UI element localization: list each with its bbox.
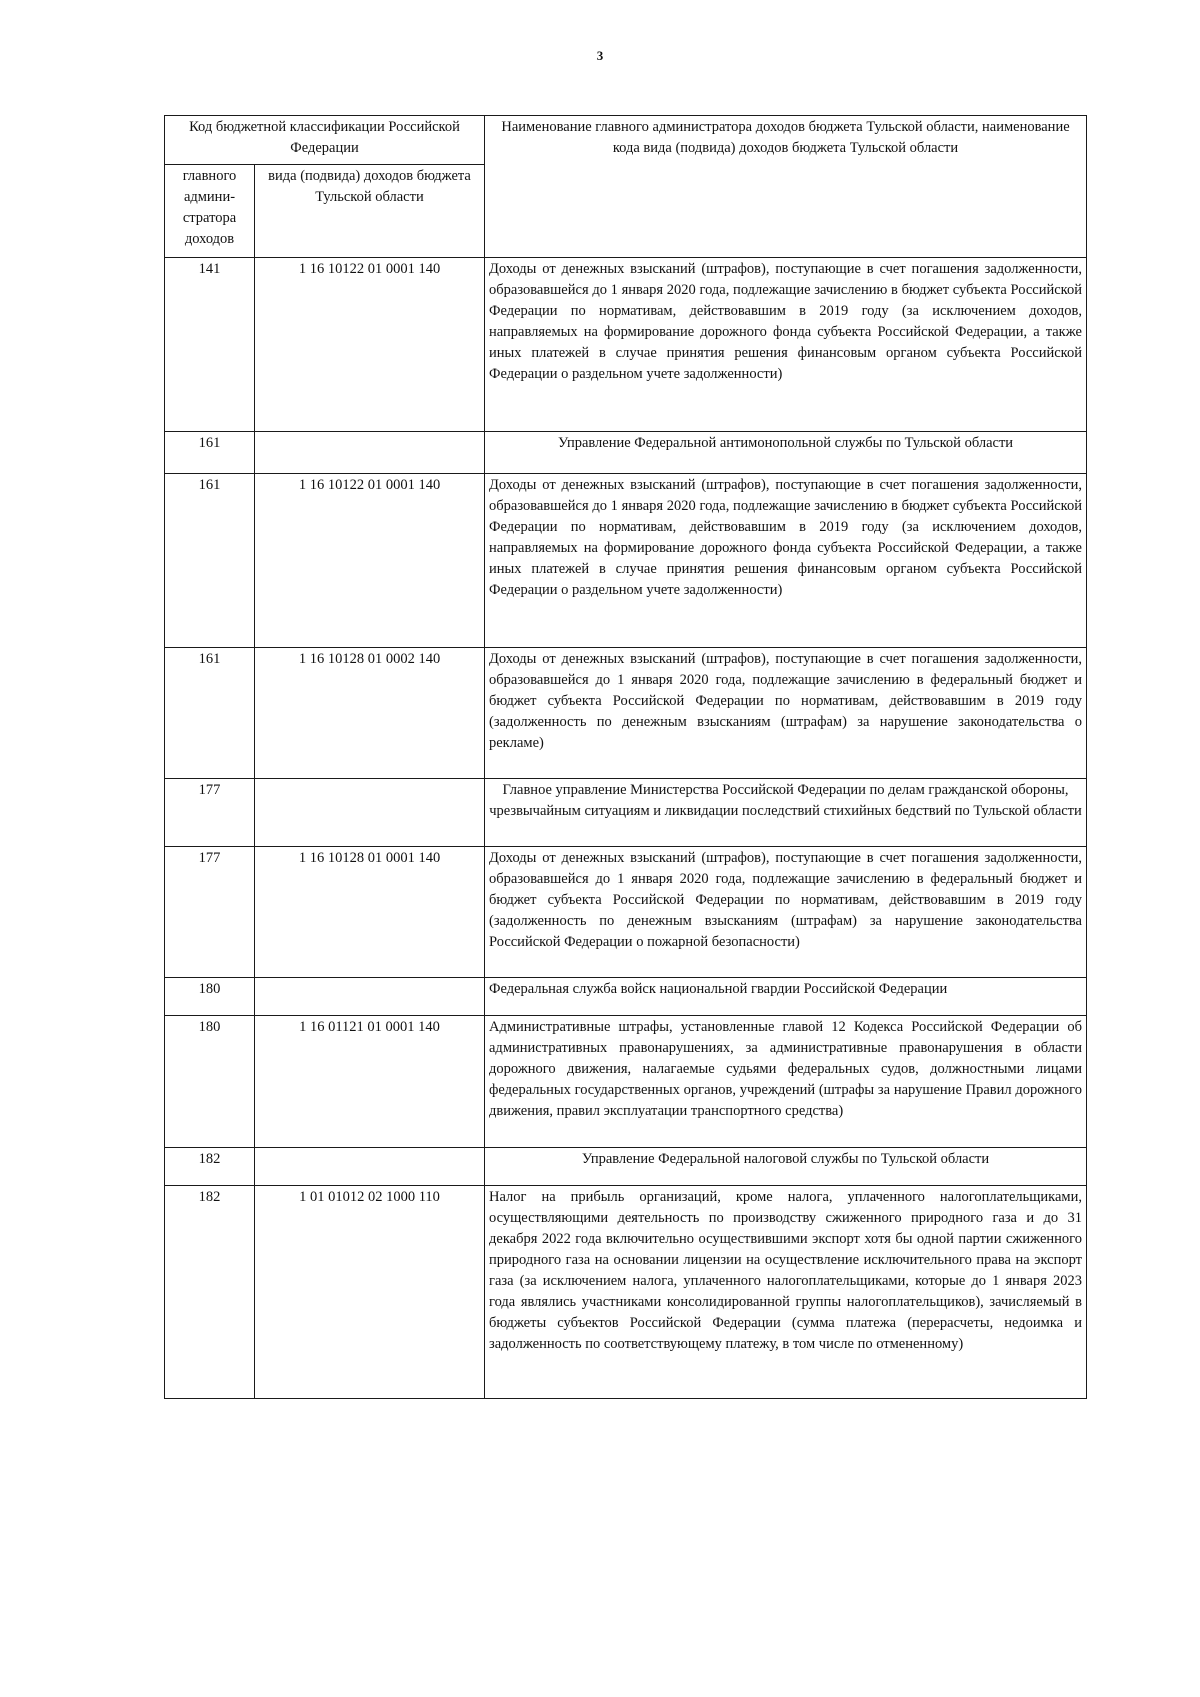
description-cell: Административные штрафы, установленные главой 12 Кодекса Российской Федерации об административных правонарушениях, за административные правонарушения в области дорожного движения, налагаемые судьями федеральных судов, должностными лицами федеральных государственных органов, учреждений (штрафы за нарушение Правил дорожного движения, правил эксплуатации транспортного средства) [485,1016,1087,1148]
administrator-name-cell: Управление Федеральной антимонопольной службы по Тульской области [485,432,1087,474]
admin-code-cell: 141 [165,258,255,432]
description-cell: Доходы от денежных взысканий (штрафов), поступающие в счет погашения задолженности, образовавшейся до 1 января 2020 года, подлежащие зачислению в бюджет субъекта Российской Федерации по нормативам, действовавшим в 2019 году (за исключением доходов, направляемых на формирование дорожного фонда субъекта Российской Федерации, а также иных платежей в случае принятия решения финансовым органом субъекта Российской Федерации о раздельном учете задолженности) [485,258,1087,432]
description-cell: Доходы от денежных взысканий (штрафов), поступающие в счет погашения задолженности, образовавшейся до 1 января 2020 года, подлежащие зачислению в федеральный бюджет и бюджет субъекта Российской Федерации по нормативам, действовавшим в 2019 году (задолженность по денежным взысканиям (штрафам) за нарушение законодательства о рекламе) [485,648,1087,779]
admin-code-cell: 180 [165,1016,255,1148]
description-cell: Доходы от денежных взысканий (штрафов), поступающие в счет погашения задолженности, образовавшейся до 1 января 2020 года, подлежащие зачислению в федеральный бюджет и бюджет субъекта Российской Федерации по нормативам, действовавшим в 2019 году (задолженность по денежным взысканиям (штрафам) за нарушение законодательства Российской Федерации о пожарной безопасности) [485,847,1087,978]
admin-code-cell: 161 [165,648,255,779]
header-name-cell: Наименование главного администратора доходов бюджета Тульской области, наименование кода вида (подвида) доходов бюджета Тульской области [485,116,1087,258]
admin-code-cell: 177 [165,847,255,978]
administrator-name-cell: Главное управление Министерства Российской Федерации по делам гражданской обороны, чрезвычайным ситуациям и ликвидации последствий стихийных бедствий по Тульской области [485,779,1087,847]
table-row [165,847,1087,978]
income-code-cell: 1 16 10122 01 0001 140 [255,258,485,432]
header-admin-cell: главного админи-стратора доходов [165,165,255,258]
admin-code-cell: 182 [165,1148,255,1186]
table-row [165,779,1087,847]
table-row [165,1148,1087,1186]
income-code-cell [255,978,485,1016]
income-code-cell [255,1148,485,1186]
table-row [165,1016,1087,1148]
page-number: 3 [596,48,604,63]
header-group-cell: Код бюджетной классификации Российской Федерации [165,116,485,165]
income-code-cell: 1 01 01012 02 1000 110 [255,1186,485,1399]
admin-code-cell: 177 [165,779,255,847]
table-row [165,978,1087,1016]
admin-code-cell: 180 [165,978,255,1016]
income-code-cell: 1 16 01121 01 0001 140 [255,1016,485,1148]
table-row [165,648,1087,779]
administrator-name-cell: Федеральная служба войск национальной гвардии Российской Федерации [485,978,1087,1016]
table-row [165,432,1087,474]
admin-code-cell: 161 [165,474,255,648]
income-code-cell [255,432,485,474]
budget-classification-table [164,115,1087,1399]
description-cell: Налог на прибыль организаций, кроме налога, уплаченного налогоплательщиками, осуществляющими деятельность по производству сжиженного природного газа и до 31 декабря 2022 года включительно осуществившими экспорт хотя бы одной партии сжиженного природного газа на основании лицензии на осуществление исключительного права на экспорт газа (за исключением налога, уплаченного налогоплательщиками, которые до 1 января 2023 года являлись участниками консолидированной группы налогоплательщиков), зачисляемый в бюджеты субъектов Российской Федерации (сумма платежа (перерасчеты, недоимка и задолженность по соответствующему платежу, в том числе по отмененному) [485,1186,1087,1399]
admin-code-cell: 161 [165,432,255,474]
description-cell: Доходы от денежных взысканий (штрафов), поступающие в счет погашения задолженности, образовавшейся до 1 января 2020 года, подлежащие зачислению в бюджет субъекта Российской Федерации по нормативам, действовавшим в 2019 году (за исключением доходов, направляемых на формирование дорожного фонда субъекта Российской Федерации, а также иных платежей в случае принятия решения финансовым органом субъекта Российской Федерации о раздельном учете задолженности) [485,474,1087,648]
administrator-name-cell: Управление Федеральной налоговой службы по Тульской области [485,1148,1087,1186]
header-row [165,116,1087,165]
income-code-cell: 1 16 10128 01 0001 140 [255,847,485,978]
table-row [165,1186,1087,1399]
header-code-cell: вида (подвида) доходов бюджета Тульской области [255,165,485,258]
admin-code-cell: 182 [165,1186,255,1399]
income-code-cell [255,779,485,847]
table-row [165,258,1087,432]
income-code-cell: 1 16 10128 01 0002 140 [255,648,485,779]
table-row [165,474,1087,648]
income-code-cell: 1 16 10122 01 0001 140 [255,474,485,648]
